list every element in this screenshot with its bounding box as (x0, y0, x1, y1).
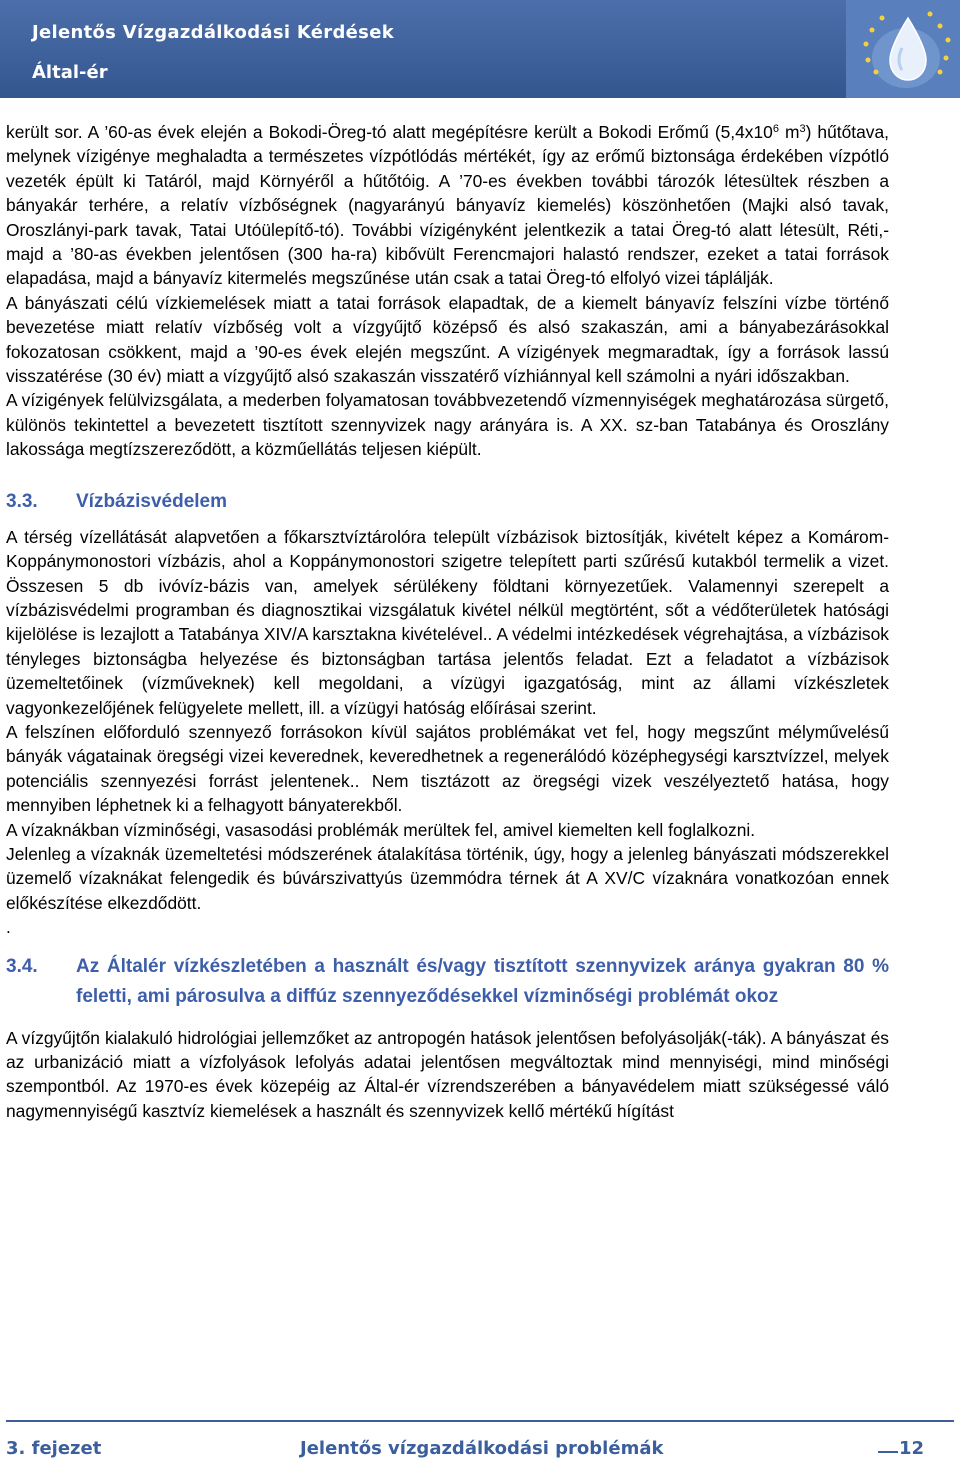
paragraph-6: A vízaknákban vízminőségi, vasasodási problémák merültek fel, amivel kiemelten kell foglalkozni. (6, 819, 756, 840)
header-subtitle: Által-ér (32, 62, 108, 83)
section-title: Vízbázisvédelem (76, 490, 228, 512)
eu-water-drop-logo-icon (846, 0, 960, 98)
section-title: Az Általér vízkészletében a használt és/vagy tisztított szennyvizek aránya gyakran 80 % feletti, ami párosulva a diffúz szennyeződésekkel vízminőségi problémát okoz (76, 955, 889, 1007)
footer-chapter: 3. fejezet (6, 1438, 102, 1459)
paragraph-5: A felszínen előforduló szennyező forrásokon kívül sajátos problémákat vet fel, hogy megszűnt mélyművelésű bányák vágatainak öregségi vizei keverednek, keveredhetnek a regenerálódó középhegységi karsztvízzel, melyek potenciális szennyezési forrást jelentenek.. Nem tisztázott az öregségi vizek veszélyeztető hatása, hogy mennyiben léphetnek ki a felhagyott bányaterekből. (6, 721, 889, 816)
paragraph-9: A vízgyűjtőn kialakuló hidrológiai jellemzőket az antropogén hatások jelentősen befolyásolják(-ták). A bányászat és az urbanizáció miatt a vízfolyások lefolyás adatai jelentősen megváltoztak mind mennyiségi, mind minőségi szempontból. Az 1970-es évek közepéig az Által-ér vízrendszerében a bányavédelem miatt szükségessé váló nagymennyiségű kasztvíz kiemelések a használt és szennyvizek kellő mértékű hígítást (6, 1027, 889, 1121)
section-number: 3.4. (6, 955, 38, 977)
paragraph-8: . (6, 917, 11, 938)
paragraph-4: A térség vízellátását alapvetően a főkarsztvíztárolóra települt vízbázisok biztosítják, kivételt képez a Komárom-Koppánymonostori vízbázis, ahol a Koppánymonostori szigetre telepített parti szűrésű kutakból termelik a vizet. Összesen 5 db ivóvíz-bázis van, amelyek sérülékeny földtani környezetűek. Valamennyi szerepelt a vízbázisvédelmi programban és diagnosztikai vizsgálatuk kivétel nélkül megtörtént, sőt a védőterületek hatósági kijelölése is lezajlott a Tatabánya XIV/A karsztakna kivételével.. A védelmi intézkedések végrehajtása, a vízbázisok tényleges biztonságba helyezése és biztonságban tartása jelentős feladat. Ezt a feladatot a vízbázisok üzemeltetőinek (vízműveknek) kell megoldani, a vízügyi igazgatóság, mint az állami vízkészletek vagyonkezelőjének felügyelete mellett, ill. a vízügyi hatóság előírásai szerint. (6, 526, 889, 718)
header-title: Jelentős Vízgazdálkodási Kérdések (32, 22, 394, 43)
footer-dash (878, 1451, 898, 1453)
page-number: 12 (898, 1438, 924, 1459)
paragraph-3: A vízigények felülvizsgálata, a mederben folyamatosan továbbvezetendő vízmennyiségek meghatározása sürgető, különös tekintettel a bevezetett tisztított szennyvizek nagy arányára is. A XX. sz-ban Tatabánya és Oroszlány lakossága megtízszereződött, a közműellátás teljesen kiépült. (6, 390, 889, 460)
footer-divider (6, 1420, 954, 1422)
section-heading-3-4 (6, 952, 889, 1012)
page-content (6, 120, 889, 1123)
footer-title: Jelentős vízgazdálkodási problémák (300, 1438, 664, 1459)
page-footer (6, 1438, 954, 1464)
paragraph-1: került sor. A ’60-as évek elején a Bokodi-Öreg-tó alatt megépítésre került a Bokodi Erőmű ($5,4x10^6$ $m^3$) hűtőtava, melynek vízigénye meghaladta a természetes vízpótlódás mértékét, így az erőmű biztonsága érdekében vízpótló vezeték épült ki Tatáról, majd Környéről a hűtőtóig. A ’70-es években további tározók létesültek részben a bányakár terhére, a relatív vízbőségnek (nagyarányú bányavíz kiemelés) köszönhetően (Majki alsó tavak, Oroszlányi-park tavak, Tatai Utóülepítő-tó). További vízigényként jelentkezik a tatai Öreg-tó alatt létesült, Réti,- majd a ’80-as években jelentősen (300 ha-ra) kibővült Ferencmajori halastó rendszer, ezeket a tatai források elapadása, majd a bányavíz kitermelés megszűnése után csak a tatai Öreg-tó elfolyó vizei táplálják. (6, 122, 889, 289)
section-number: 3.3. (6, 490, 38, 512)
section-heading-3-3 (6, 487, 889, 517)
page-header (0, 0, 960, 98)
paragraph-2: A bányászati célú vízkiemelések miatt a tatai források elapadtak, de a kiemelt bányavíz felszíni vízbe történő bevezetése miatt relatív vízbőség volt a vízgyűjtő középső és alsó szakaszán, ami a bányabezárásokkal fokozatosan csökkent, majd a ’90-es évek elején megszűnt. A vízigények megmaradtak, így a források lassú visszatérése (30 év) miatt a vízgyűjtő alsó szakaszán visszatérő vízhiánnyal kell számolni a nyári időszakban. (6, 292, 889, 387)
paragraph-7: Jelenleg a vízaknák üzemeltetési módszerének átalakítása történik, úgy, hogy a jelenleg bányászati módszerekkel üzemelő vízaknákat felengedik és búvárszivattyús üzemmódra térnek át A XV/C vízaknára vonatkozóan ennek előkészítése elkezdődött. (6, 843, 889, 913)
